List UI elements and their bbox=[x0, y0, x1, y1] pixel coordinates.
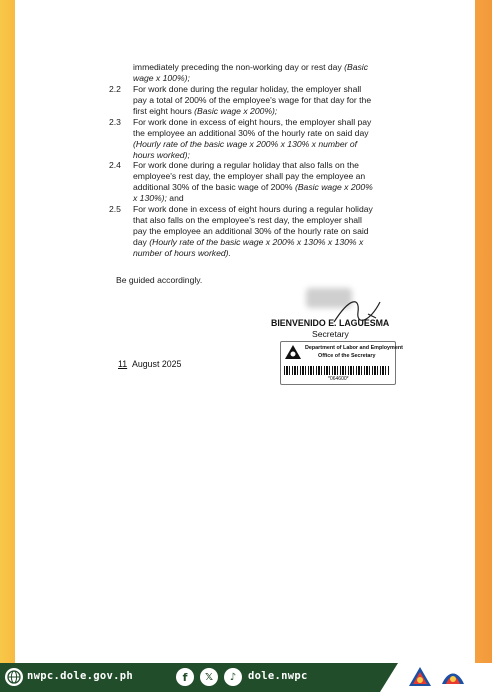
item-text: For work done in excess of eight hours, the employer shall pay bbox=[133, 117, 372, 127]
item-number: 2.4 bbox=[109, 160, 121, 170]
closing-text: Be guided accordingly. bbox=[116, 275, 203, 285]
item-text: day (Hourly rate of the basic wage x 200% x 130% x 130% x bbox=[133, 237, 364, 247]
continuation-text-2: wage x 100%); bbox=[133, 73, 190, 83]
facebook-icon[interactable]: f bbox=[176, 668, 194, 686]
item-text: employee's rest day, the employer shall pay the employee an bbox=[133, 171, 366, 181]
item-number: 2.2 bbox=[109, 84, 121, 94]
footer-website[interactable]: nwpc.dole.gov.ph bbox=[27, 670, 133, 682]
footer-handle[interactable]: dole.nwpc bbox=[248, 670, 308, 682]
stamp-line2: Office of the Secretary bbox=[318, 353, 376, 359]
x-icon[interactable]: 𝕏 bbox=[200, 668, 218, 686]
continuation-text: immediately preceding the non-working day or rest day (Basic bbox=[133, 62, 369, 72]
item-text: For work done during a regular holiday that also falls on the bbox=[133, 160, 359, 170]
item-text: that also falls on the employee's rest day, the employer shall bbox=[133, 215, 362, 225]
item-text: hours worked); bbox=[133, 150, 190, 160]
stamp-line1: Department of Labor and Employment bbox=[305, 345, 403, 351]
item-text: For work done during the regular holiday, the employer shall bbox=[133, 84, 362, 94]
footer-logo-area bbox=[380, 663, 492, 692]
item-text: number of hours worked). bbox=[133, 248, 231, 258]
signatory-title: Secretary bbox=[312, 329, 349, 339]
item-text: the employee an additional 30% of the hourly rate on said day bbox=[133, 128, 369, 138]
item-text: (Hourly rate of the basic wage x 200% x 130% x number of bbox=[133, 139, 358, 149]
dole-logo-icon bbox=[284, 344, 302, 360]
globe-icon[interactable] bbox=[5, 668, 23, 686]
stamp-code: *064600* bbox=[328, 376, 349, 382]
item-text: first eight hours (Basic wage x 200%); bbox=[133, 106, 278, 116]
item-text: x 130%); and bbox=[133, 193, 184, 203]
bagong-pilipinas-logo bbox=[440, 666, 466, 688]
item-text: For work done in excess of eight hours during a regular holiday bbox=[133, 204, 373, 214]
item-text: pay a total of 200% of the employee's wage for that day for the bbox=[133, 95, 372, 105]
date-day: 11 bbox=[118, 359, 128, 369]
date-month-year: August 2025 bbox=[132, 359, 182, 369]
item-text: additional 30% of the basic wage of 200% (Basic wage x 200% bbox=[133, 182, 373, 192]
signatory-name: BIENVENIDO E. LAGUESMA bbox=[271, 318, 390, 328]
stamp-barcode bbox=[284, 366, 390, 375]
item-text: pay the employee an additional 30% of the hourly rate on said bbox=[133, 226, 369, 236]
dole-seal-logo bbox=[408, 666, 432, 688]
item-number: 2.3 bbox=[109, 117, 121, 127]
item-number: 2.5 bbox=[109, 204, 121, 214]
tiktok-icon[interactable]: ♪ bbox=[224, 668, 242, 686]
